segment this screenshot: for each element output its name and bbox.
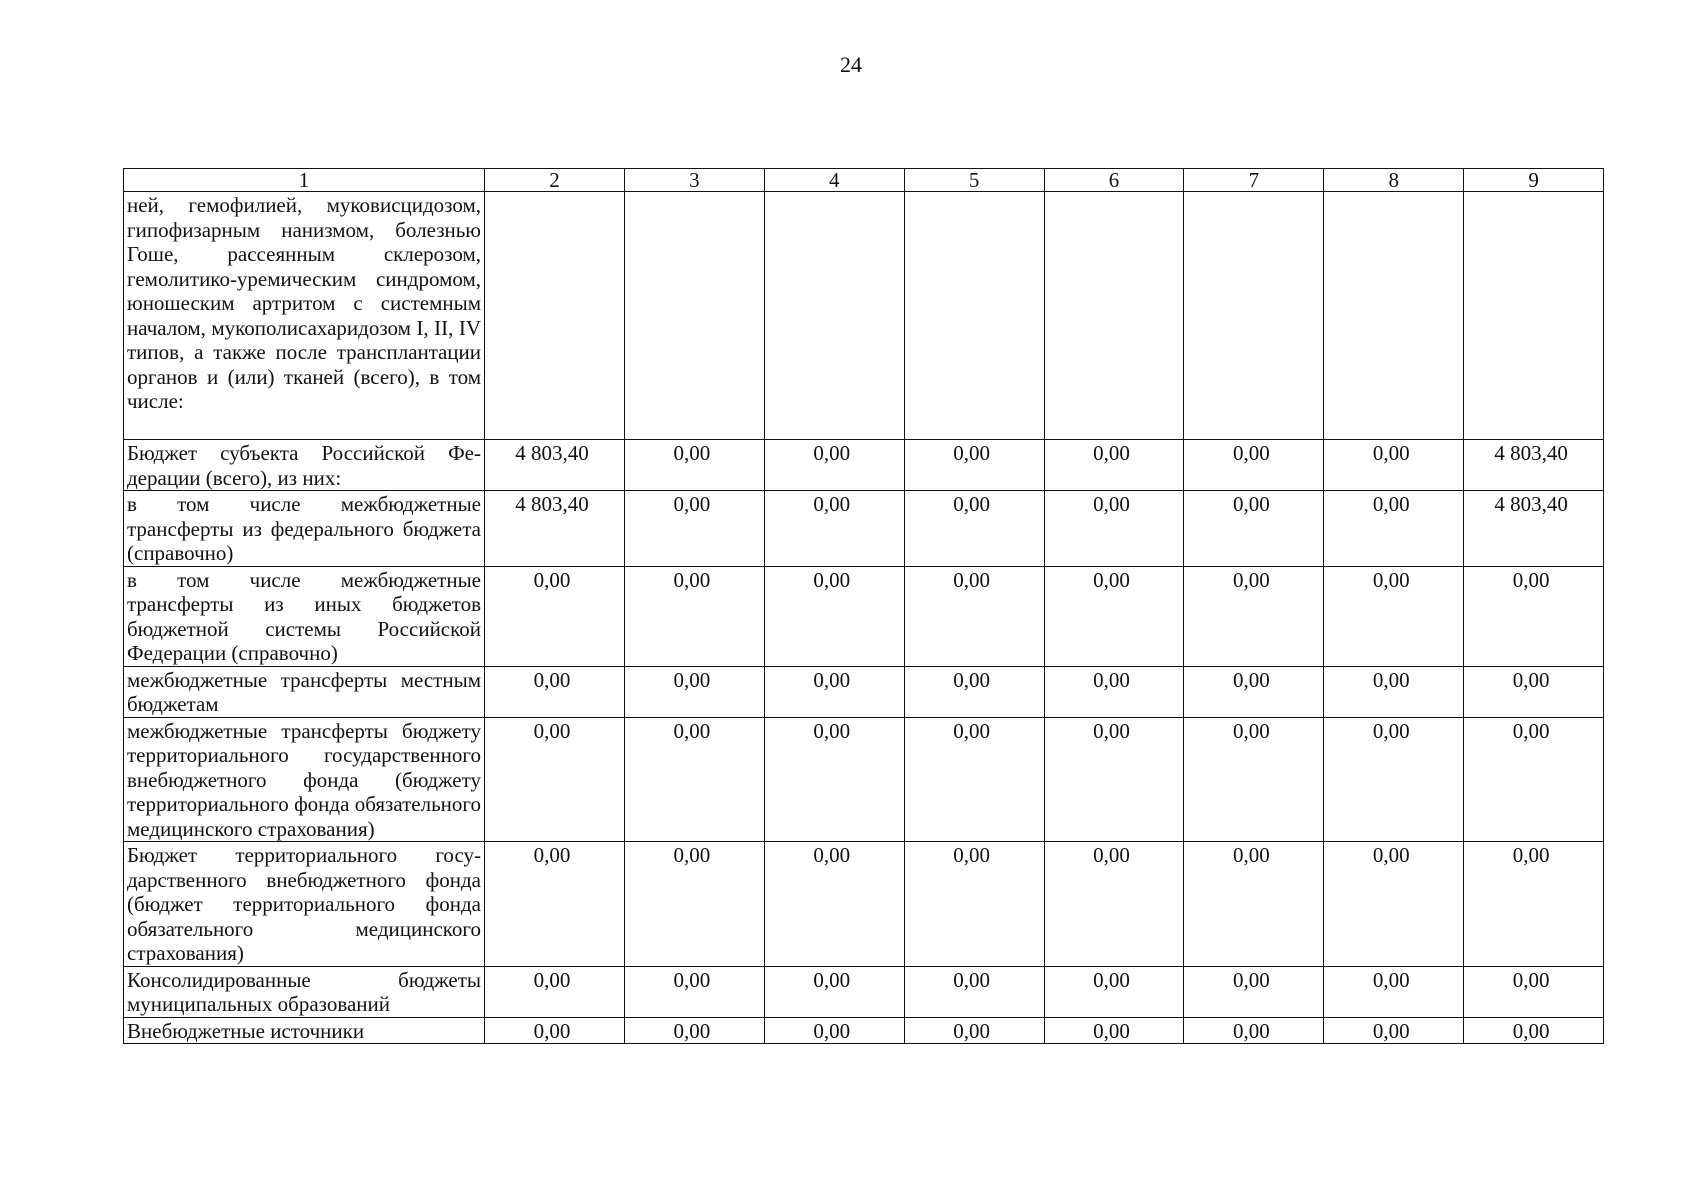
table-row <box>124 1017 1604 1044</box>
table-cell <box>485 192 625 440</box>
row-label: Бюджет территориального государственного внебюджетного фонда (бюджет территориального фонда обязательного медицинского страхования) <box>124 842 485 967</box>
table-cell: 0,00 <box>624 666 764 717</box>
table-row <box>124 666 1604 717</box>
table-cell <box>1044 192 1184 440</box>
table-cell: 0,00 <box>1324 491 1464 567</box>
financing-table-container <box>123 168 1603 1044</box>
row-label: ней, гемофилией, муковисцидозом, гипофизарным нанизмом, болезнью Гоше, рассеянным склерозом, гемолитико-уремическим синдромом, юношеским артритом с системным началом, мукополисахаридозом I, II, IV типов, а также после трансплантaции органов и (или) тканей (всего), в том числе: <box>124 192 485 440</box>
table-cell: 0,00 <box>1464 666 1604 717</box>
table-cell: 0,00 <box>764 566 904 666</box>
table-cell: 0,00 <box>1044 666 1184 717</box>
table-cell: 0,00 <box>1324 440 1464 491</box>
table-cell <box>764 192 904 440</box>
table-cell: 0,00 <box>485 966 625 1017</box>
table-cell: 0,00 <box>624 566 764 666</box>
table-cell: 0,00 <box>1464 966 1604 1017</box>
table-cell: 0,00 <box>764 666 904 717</box>
column-header: 3 <box>624 169 764 192</box>
table-row <box>124 192 1604 440</box>
table-cell <box>904 192 1044 440</box>
table-cell: 0,00 <box>1044 842 1184 967</box>
table-cell: 0,00 <box>764 717 904 842</box>
table-cell: 0,00 <box>1324 842 1464 967</box>
table-row <box>124 966 1604 1017</box>
table-cell: 0,00 <box>904 1017 1044 1044</box>
column-header: 7 <box>1184 169 1324 192</box>
table-cell <box>624 192 764 440</box>
table-header-row <box>124 169 1604 192</box>
table-cell <box>1464 192 1604 440</box>
table-cell: 4 803,40 <box>1464 491 1604 567</box>
row-label: Внебюджетные источники <box>124 1017 485 1044</box>
table-row <box>124 717 1604 842</box>
table-cell: 0,00 <box>904 566 1044 666</box>
row-label: Бюджет субъекта Российской Федерации (всего), из них: <box>124 440 485 491</box>
table-cell: 0,00 <box>1184 491 1324 567</box>
financing-table <box>123 168 1604 1044</box>
table-cell: 0,00 <box>624 966 764 1017</box>
table-cell: 0,00 <box>624 491 764 567</box>
table-cell: 0,00 <box>764 842 904 967</box>
column-header: 9 <box>1464 169 1604 192</box>
table-cell: 0,00 <box>904 842 1044 967</box>
table-cell: 0,00 <box>764 440 904 491</box>
table-row <box>124 440 1604 491</box>
table-cell: 0,00 <box>1464 842 1604 967</box>
table-row <box>124 491 1604 567</box>
table-cell <box>1184 192 1324 440</box>
row-label: межбюджетные трансферты местным бюджетам <box>124 666 485 717</box>
table-cell: 4 803,40 <box>485 440 625 491</box>
table-cell: 0,00 <box>624 440 764 491</box>
table-cell: 0,00 <box>904 966 1044 1017</box>
table-cell: 0,00 <box>624 842 764 967</box>
table-cell: 0,00 <box>904 717 1044 842</box>
table-cell: 0,00 <box>624 1017 764 1044</box>
table-cell: 0,00 <box>1184 566 1324 666</box>
table-cell: 0,00 <box>485 1017 625 1044</box>
table-cell: 0,00 <box>1044 966 1184 1017</box>
table-cell: 0,00 <box>485 566 625 666</box>
table-cell: 0,00 <box>1044 491 1184 567</box>
row-label: в том числе межбюджетные трансферты из федерального бюджета (справочно) <box>124 491 485 567</box>
table-cell: 0,00 <box>1184 966 1324 1017</box>
table-cell: 0,00 <box>624 717 764 842</box>
column-header: 8 <box>1324 169 1464 192</box>
table-cell: 0,00 <box>485 842 625 967</box>
row-label: Консолидированные бюджеты муниципальных образований <box>124 966 485 1017</box>
table-cell: 0,00 <box>1324 666 1464 717</box>
table-cell: 0,00 <box>1324 1017 1464 1044</box>
table-cell: 0,00 <box>485 666 625 717</box>
column-header: 1 <box>124 169 485 192</box>
table-cell: 0,00 <box>1044 566 1184 666</box>
table-cell: 0,00 <box>485 717 625 842</box>
table-row <box>124 566 1604 666</box>
table-cell: 0,00 <box>1464 717 1604 842</box>
row-label: в том числе межбюджетные трансферты из иных бюджетов бюджетной системы Российской Федерации (справочно) <box>124 566 485 666</box>
table-cell: 0,00 <box>764 966 904 1017</box>
table-cell <box>1324 192 1464 440</box>
table-cell: 0,00 <box>1324 966 1464 1017</box>
table-cell: 0,00 <box>1184 717 1324 842</box>
table-cell: 0,00 <box>1044 1017 1184 1044</box>
table-cell: 0,00 <box>1044 440 1184 491</box>
table-row <box>124 842 1604 967</box>
table-cell: 0,00 <box>904 491 1044 567</box>
row-label: межбюджетные трансферты бюджету территориального государственного внебюджетного фонда (бюджету территориального фонда обязательного медицинского страхования) <box>124 717 485 842</box>
table-cell: 0,00 <box>1324 717 1464 842</box>
column-header: 2 <box>485 169 625 192</box>
table-cell: 0,00 <box>1184 440 1324 491</box>
table-cell: 0,00 <box>904 440 1044 491</box>
column-header: 6 <box>1044 169 1184 192</box>
table-cell: 4 803,40 <box>1464 440 1604 491</box>
table-cell: 0,00 <box>904 666 1044 717</box>
table-cell: 0,00 <box>764 1017 904 1044</box>
table-cell: 0,00 <box>1324 566 1464 666</box>
table-cell: 0,00 <box>764 491 904 567</box>
column-header: 5 <box>904 169 1044 192</box>
table-cell: 0,00 <box>1044 717 1184 842</box>
table-cell: 0,00 <box>1184 1017 1324 1044</box>
table-cell: 4 803,40 <box>485 491 625 567</box>
table-cell: 0,00 <box>1464 1017 1604 1044</box>
table-cell: 0,00 <box>1184 842 1324 967</box>
page-number: 24 <box>840 52 862 77</box>
table-cell: 0,00 <box>1464 566 1604 666</box>
column-header: 4 <box>764 169 904 192</box>
table-cell: 0,00 <box>1184 666 1324 717</box>
